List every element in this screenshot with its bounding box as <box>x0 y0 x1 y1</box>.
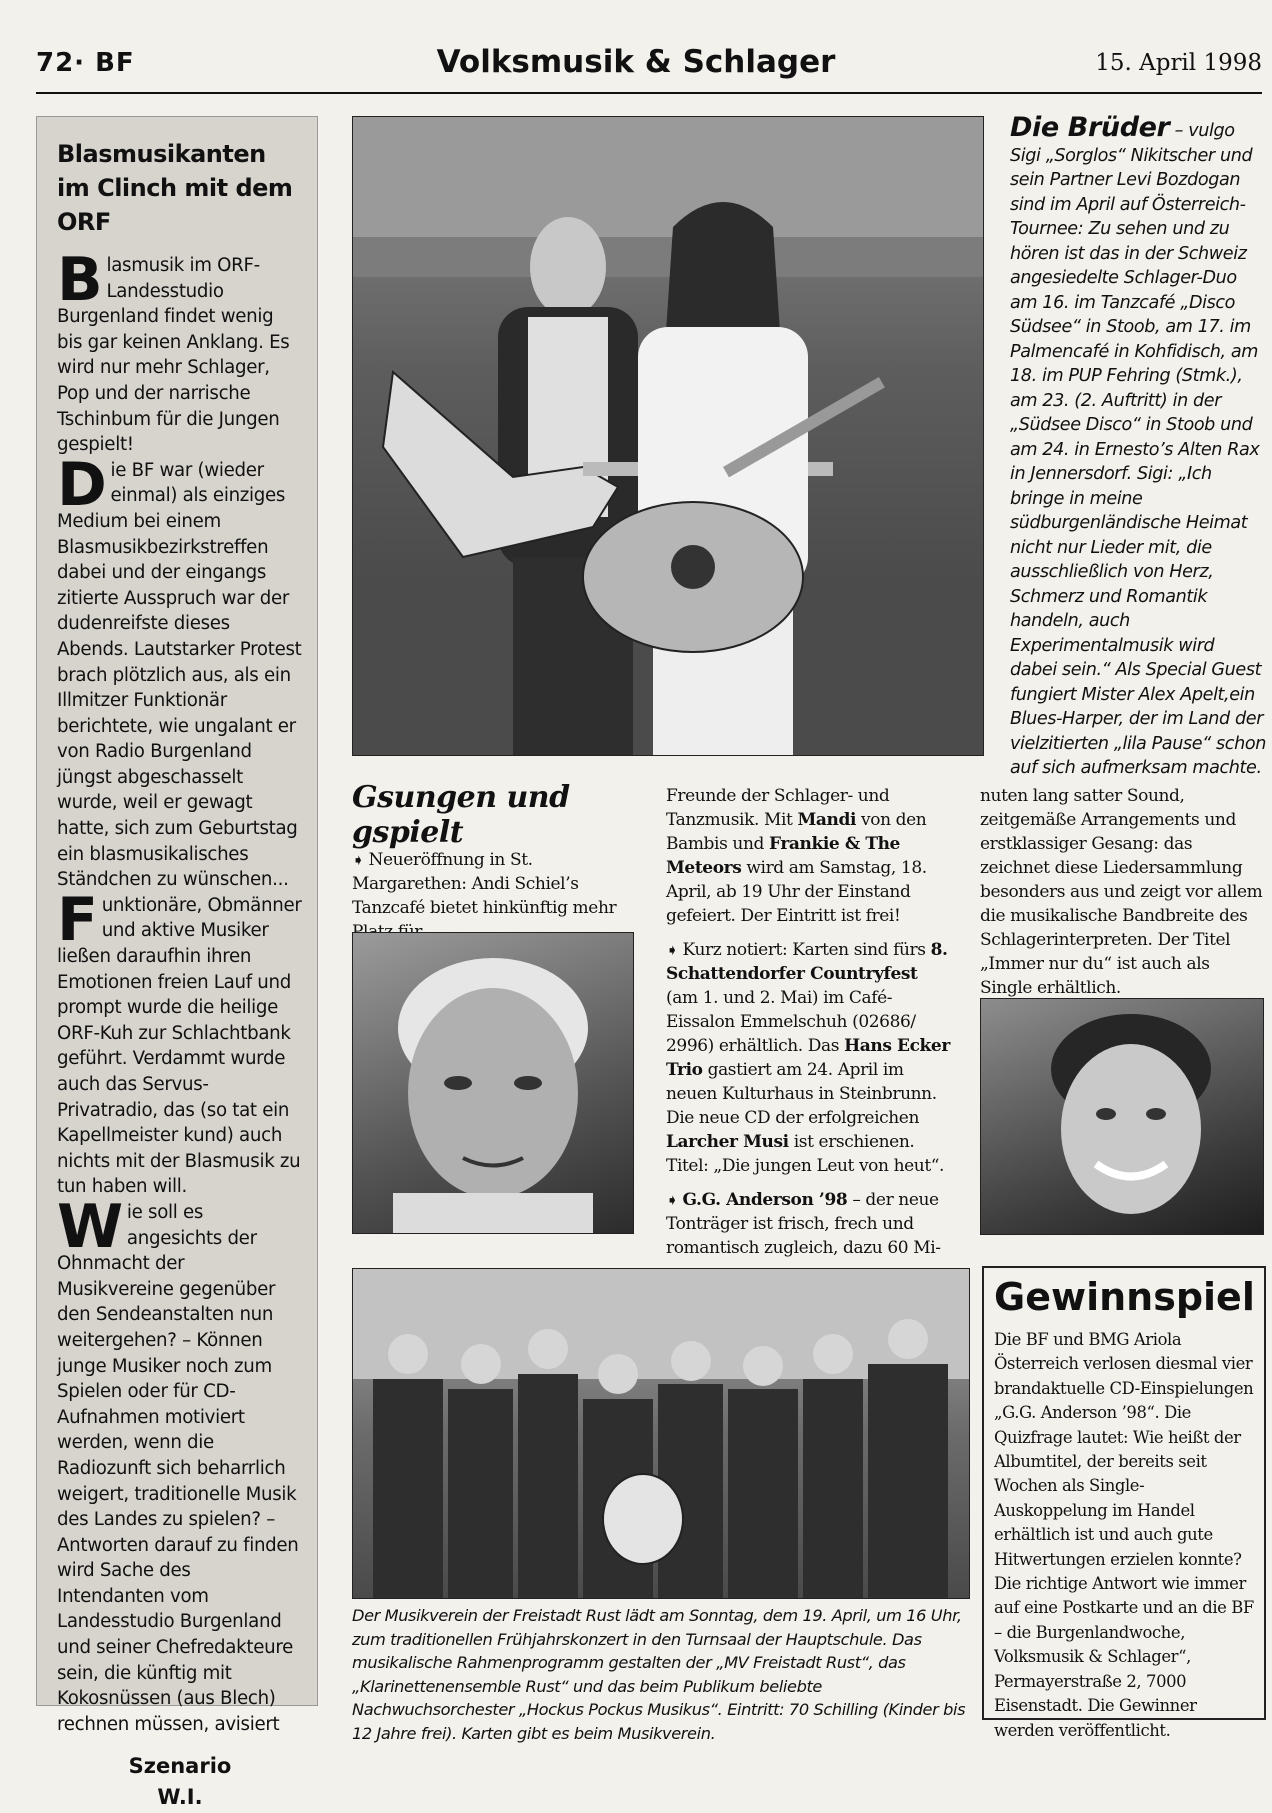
article-column-c <box>980 784 1264 1000</box>
text-run: Freunde der Schlager- und Tanzmusik. Mit <box>666 786 890 830</box>
name-mandi: Mandi <box>797 810 857 830</box>
arrow-bullet-icon: ➧ <box>666 1191 683 1209</box>
article-title: Gsungen und gspielt <box>352 780 570 850</box>
brothers-article <box>1010 112 1266 781</box>
sidebar-commentary <box>36 116 318 1810</box>
photo-brothers-duo <box>352 116 984 756</box>
article-paragraph <box>666 938 950 1178</box>
text-run: von den Bambis und <box>666 810 927 854</box>
album-name: G.G. Anderson ’98 <box>682 1190 848 1210</box>
article-column-b <box>666 784 950 1260</box>
sidebar-paragraph <box>57 1191 303 1737</box>
band-name: Hans Ecker Trio <box>666 1036 950 1080</box>
band-name: Larcher Musi <box>666 1132 789 1152</box>
article-paragraph <box>666 1188 950 1260</box>
sidebar-paragraph <box>57 449 303 893</box>
brothers-text: – vulgo Sigi „Sorglos“ Nikitscher und sein Partner Levi Bozdogan sind im April auf Österreich-Tournee: Zu sehen und zu hören ist das in der Schweiz angesiedelte Schlager-Duo am 16. im Tanzcafé „Disco Südsee“ in Stoob, am 17. im Palmencafé in Kohfidisch, am 18. im PUP Fehring (Stmk.), am 23. (2. Auftritt) in der „Südsee Disco“ in Stoob und am 24. in Ernesto’s Alten Rax in Jennersdorf. Sigi: „Ich bringe in meine südburgenländische Heimat nicht nur Lieder mit, die ausschließlich von Herz, Schmerz und Romantik handeln, auch Experimentalmusik wird dabei sein.“ Als Special Guest fungiert Mister Alex Apelt,ein Blues-Harper, der im Land der vielzitierten „lila Pause“ schon auf sich aufmerksam machte. <box>1010 121 1266 778</box>
signature-line: Szenario <box>128 1754 232 1779</box>
contest-title: Gewinnspiel <box>994 1275 1255 1319</box>
text-run: wird am Samstag, 18. April, ab 19 Uhr der Einstand gefeiert. Der Eintritt ist frei! <box>666 858 927 926</box>
drop-cap: D <box>57 449 107 520</box>
paragraph-text: unktionäre, Obmänner und aktive Musiker ließen daraufhin ihren Emotionen freien Lauf und prompt wurde die heilige ORF-Kuh zur Schlachtbank geführt. Verdammt wurde auch das Servus-Privatradio, das (so tat ein Kapellmeister kund) auch nichts mit der Blasmusik zu tun haben will. <box>57 894 302 1198</box>
name-band: Frankie & The Meteors <box>666 834 900 878</box>
paragraph-text: ie soll es angesichts der Ohnmacht der Musikvereine gegenüber den Sendeanstalten nun weitergehen? – Können junge Musiker noch zum Spielen oder für CD-Aufnahmen motiviert werden, wenn die Radiozunft sich beharrlich weigert, traditionelle Musik des Landes zu spielen? – Antworten darauf zu finden wird Sache des Intendanten vom Landesstudio Burgenland und seiner Chefredakteure sein, die künftig mit Kokosnüssen (aus Blech) rechnen müssen, avisiert <box>57 1201 299 1735</box>
article-column-a <box>352 848 634 944</box>
text-run: (am 1. und 2. Mai) im Café-Eissalon Emmelschuh (02686/ 2996) erhältlich. Das <box>666 988 916 1056</box>
text-run: ist erschienen. Titel: „Die jungen Leut von heut“. <box>666 1132 945 1176</box>
text-run: – der neue Tonträger ist frisch, frech und romantisch zugleich, dazu 60 Mi- <box>666 1190 941 1258</box>
arrow-bullet-icon: ➧ <box>666 941 683 959</box>
band-photo-caption: Der Musikverein der Freistadt Rust lädt am Sonntag, dem 19. April, um 16 Uhr, zum traditionellen Frühjahrskonzert in den Turnsaal der Hauptschule. Das musikalische Rahmenprogramm gestalten der „MV Freistadt Rust“, das „Klarinettenensemble Rust“ und das beim Publikum beliebte Nachwuchsorchester „Hockus Pockus Musikus“. Eintritt: 70 Schilling (Kinder bis 12 Jahre frei). Karten gibt es beim Musikverein. <box>352 1606 966 1743</box>
signature-initials: W.I. <box>157 1785 203 1810</box>
event-name: 8. Schattendorfer Countryfest <box>666 940 948 984</box>
paragraph-text: Neueröffnung in St. Margarethen: Andi Schiel’s Tanzcafé bietet hinkünftig mehr <box>352 850 617 918</box>
header-rule <box>36 92 1262 94</box>
photo-gg-anderson <box>980 998 1264 1235</box>
arrow-bullet-icon: ➧ <box>352 851 369 869</box>
paragraph-text: lasmusik im ORF-Landesstudio Burgenland findet wenig bis gar keinen Anklang. Es wird nur mehr Schlager, Pop und der narrische Tschinbum für die Jungen gespielt! <box>57 255 290 456</box>
section-title: Volksmusik & Schlager <box>436 44 836 80</box>
photo-music-club-rust <box>352 1268 970 1599</box>
text-run: Kurz notiert: Karten sind fürs <box>682 940 931 960</box>
text-run: gastiert am 24. April im neuen Kulturhaus in Steinbrunn. Die neue CD der erfolgreichen <box>666 1060 937 1128</box>
article-paragraph: nuten lang satter Sound, zeitgemäße Arrangements und erstklassiger Gesang: das zeichnet diese Liedersammlung besonders aus und zeigt vor allem die musikalische Bandbreite des Schlagerinterpreten. Der Titel „Immer nur du“ ist auch als Single erhältlich. <box>980 786 1263 998</box>
sidebar-paragraph <box>57 245 303 458</box>
sidebar-paragraph <box>57 884 303 1200</box>
paragraph-text: ie BF war (wieder einmal) als einziges Medium bei einem Blasmusikbezirkstreffen dabei und der eingangs zitierte Ausspruch war der dudenreifste dieses Abends. Lautstarker Protest brach plötzlich aus, als ein Illmitzer Funktionär berichtete, wie ungalant er von Radio Burgenland jüngst abgeschasselt wurde, weil er gewagt hatte, sich zum Geburtstag ein blasmusikalisches Ständchen zu wünschen... <box>57 459 302 891</box>
sidebar-headline: Blasmusikanten im Clinch mit dem ORF <box>57 140 293 236</box>
article-paragraph <box>666 784 950 928</box>
drop-cap: W <box>57 1191 123 1262</box>
issue-date: 15. April 1998 <box>1095 50 1262 76</box>
page-number: 72· BF <box>36 48 135 78</box>
article-paragraph <box>352 848 634 944</box>
contest-box <box>982 1266 1266 1740</box>
contest-text: Die BF und BMG Ariola Österreich verlosen diesmal vier brandaktuelle CD-Einspielungen „G.G. Anderson ’98“. Die Quizfrage lautet: Wie heißt der Albumtitel, der bereits seit Wochen als Single-Auskoppelung im Handel erhältlich ist und auch gute Hitwertungen erzielen konnte? Die richtige Antwort wie immer auf eine Postkarte und an die BF – die Burgenlandwoche, Volksmusik & Schlager“, Permayerstraße 2, 7000 Eisenstadt. Die Gewinner werden veröffentlicht. <box>994 1330 1254 1740</box>
sidebar-signature <box>57 1751 303 1813</box>
drop-cap: B <box>57 245 103 315</box>
photo-elderly-man <box>352 932 634 1234</box>
brothers-lead: Die Brüder <box>1010 112 1170 143</box>
drop-cap: F <box>57 884 98 955</box>
